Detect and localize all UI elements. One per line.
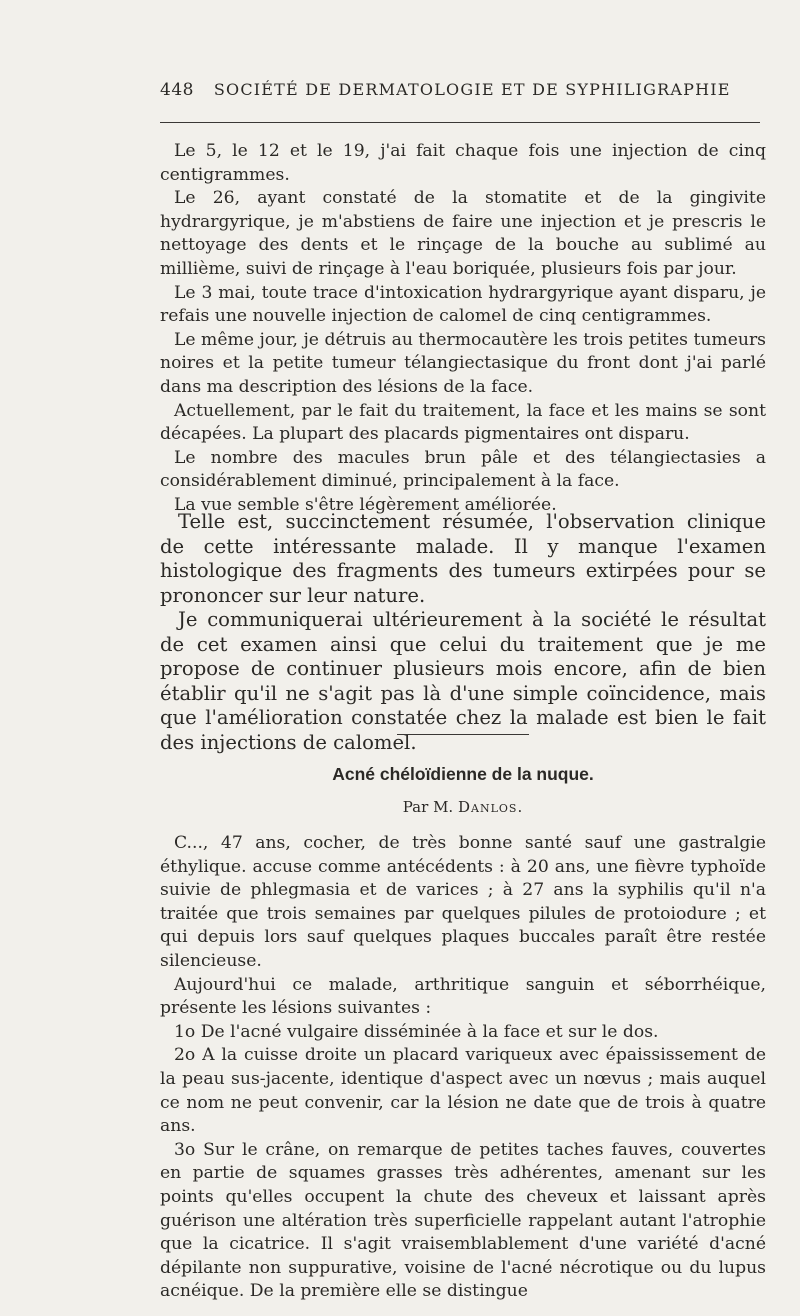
- section-divider: [397, 734, 529, 735]
- paragraph: 1o De l'acné vulgaire disséminée à la face et sur le dos.: [174, 1021, 659, 1042]
- section-case-report: [160, 832, 766, 1304]
- article-title: Acné chéloïdienne de la nuque.: [332, 764, 594, 784]
- paragraph: Actuellement, par le fait du traitement, la face et les mains se sont décapées. La plupart des placards pigmentaires ont disparu.: [160, 400, 766, 445]
- paragraph: C..., 47 ans, cocher, de très bonne santé sauf une gastralgie éthylique. accuse comme antécédents : à 20 ans, une fièvre typhoïde suivie de phlegmasia et de varices ; à 27 ans la syphilis qu'il n'a traitée que trois semaines par quelques pilules de protoiodure ; et qui depuis lors sauf quelques plaques buccales paraît être restée silencieuse.: [160, 833, 766, 971]
- paragraph: Le même jour, je détruis au thermocautère les trois petites tumeurs noires et la petite tumeur télangiectasique du front dont j'ai parlé dans ma description des lésions de la face.: [160, 329, 766, 397]
- paragraph: Le 5, le 12 et le 19, j'ai fait chaque fois une injection de cinq centigrammes.: [160, 141, 766, 185]
- running-title: SOCIÉTÉ DE DERMATOLOGIE ET DE SYPHILIGRAPHIE: [213, 80, 731, 99]
- paragraph: Le 26, ayant constaté de la stomatite et de la gingivite hydrargyrique, je m'abstiens de faire une injection et je prescris le nettoyage des dents et le rinçage de la bouche au sublimé au millième, suivi de rinçage à l'eau boriquée, plusieurs fois par jour.: [160, 188, 766, 279]
- paragraph: Le nombre des macules brun pâle et des télangiectasies a considérablement diminué, principalement à la face.: [160, 447, 766, 492]
- running-header: [160, 80, 760, 100]
- section-treatment-log: [160, 140, 766, 518]
- page-number: 448: [160, 80, 194, 100]
- section-conclusion: [160, 510, 766, 755]
- byline-prefix: Par M.: [402, 798, 454, 816]
- paragraph: Je communiquerai ultérieurement à la société le résultat de cet examen ainsi que celui du traitement que je me propose de continuer plusieurs mois encore, afin de bien établir qu'il ne s'agit pas là d'une simple coïncidence, mais que l'amélioration constatée chez la malade est bien le fait des injections de calomel.: [160, 608, 766, 754]
- paragraph: Le 3 mai, toute trace d'intoxication hydrargyrique ayant disparu, je refais une nouvelle injection de calomel de cinq centigrammes.: [160, 282, 766, 327]
- author-name: Danlos.: [457, 798, 524, 816]
- paragraph: Aujourd'hui ce malade, arthritique sanguin et séborrhéique, présente les lésions suivantes :: [160, 974, 766, 1019]
- byline: [160, 798, 766, 816]
- paragraph: Telle est, succinctement résumée, l'observation clinique de cette intéressante malade. Il y manque l'examen histologique des fragments des tumeurs extirpées pour se prononcer sur leur nature.: [160, 510, 766, 607]
- paragraph: 3o Sur le crâne, on remarque de petites taches fauves, couvertes en partie de squames grasses très adhérentes, amenant sur les points qu'elles occupent la chute des cheveux et laissant après guérison une altération très superficielle rappelant autant l'atrophie que la cicatrice. Il s'agit vraisemblablement d'une variété d'acné dépilante non suppurative, voisine de l'acné nécrotique ou du lupus acnéique. De la première elle se distingue: [160, 1139, 766, 1302]
- paragraph: La vue semble s'être légèrement améliorée.: [174, 494, 557, 515]
- paragraph: 2o A la cuisse droite un placard variqueux avec épaississement de la peau sus-jacente, identique d'aspect avec un nœvus ; mais auquel ce nom ne peut convenir, car la lésion ne date que de trois à quatre ans.: [160, 1045, 766, 1137]
- header-rule: [160, 122, 760, 123]
